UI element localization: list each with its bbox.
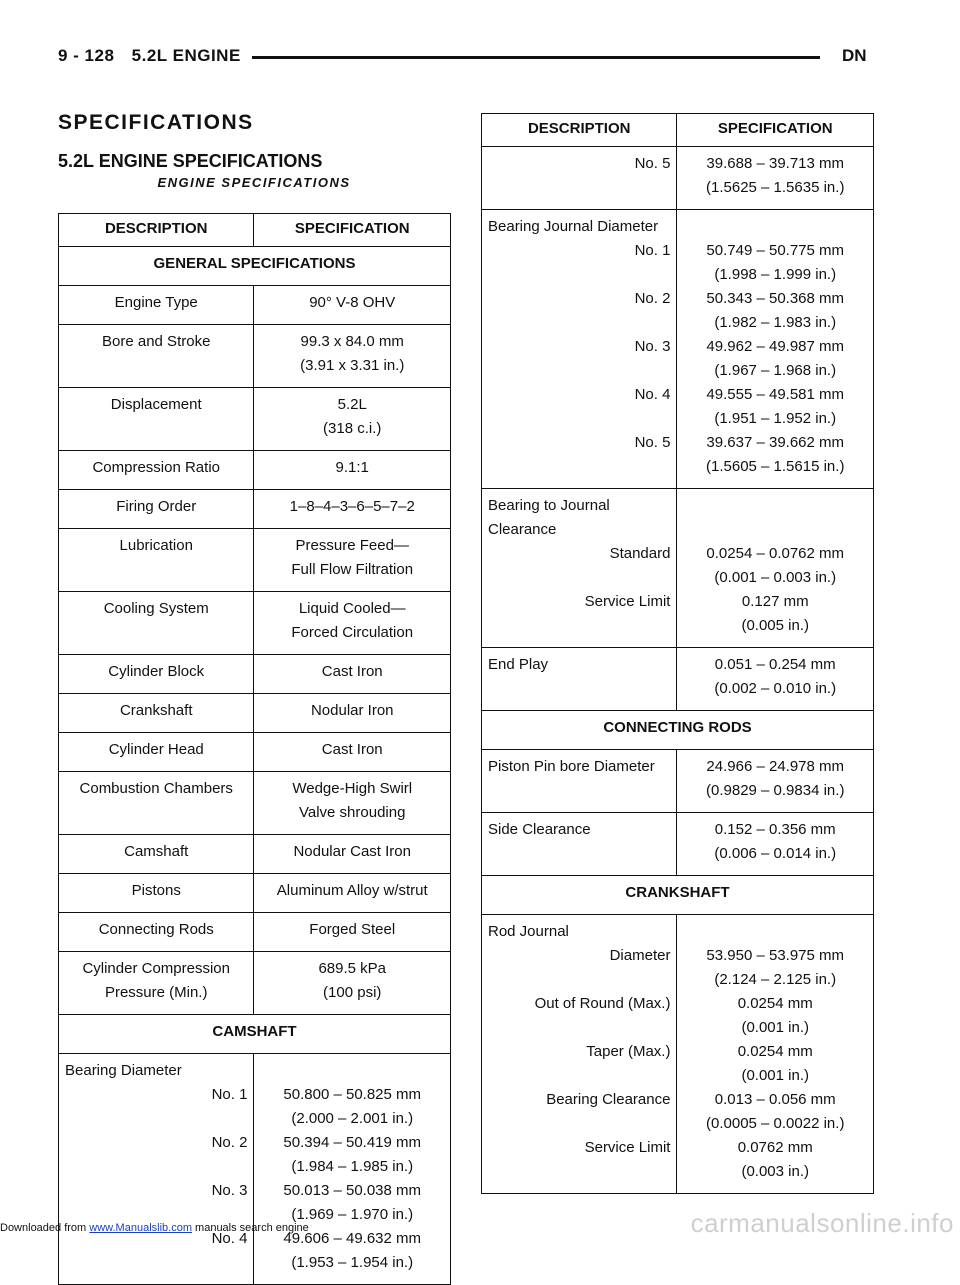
spec-description-line: Firing Order [116,498,197,515]
table-row [59,835,451,874]
item-value-mm: 50.749 – 50.775 mm [706,242,845,259]
spec-value [254,913,451,952]
table-row [482,431,874,489]
spec-description [59,694,254,733]
col-header-description: DESCRIPTION [59,214,254,247]
side-clearance-label: Side Clearance [482,813,677,876]
spec-description [59,733,254,772]
item-value-mm: 0.0762 mm [737,1139,813,1156]
table-row [59,952,451,1015]
table-row [482,1040,874,1088]
spec-description [59,655,254,694]
subsection-title: 5.2L ENGINE SPECIFICATIONS [58,151,323,171]
item-value-mm: 50.800 – 50.825 mm [283,1086,422,1103]
spec-description-line: Cylinder Compression [82,960,230,977]
section-header-row [482,711,874,750]
spec-value-line: Forced Circulation [291,624,414,641]
item-label: No. 3 [59,1179,254,1227]
table-row [59,529,451,592]
spec-description-line: Pistons [131,882,181,899]
item-value-mm: 53.950 – 53.975 mm [706,947,845,964]
table-row [482,992,874,1040]
table-row [59,1083,451,1131]
bearing-diameter-label: Bearing Diameter [59,1054,254,1084]
item-value [677,1088,874,1136]
item-value-in: (1.5625 – 1.5635 in.) [706,179,845,196]
spec-value-line: 689.5 kPa [318,960,386,977]
item-label: No. 3 [482,335,677,383]
spec-value [254,694,451,733]
spec-description-line: Cylinder Block [108,663,205,680]
spec-value-line: (318 c.i.) [323,420,382,437]
item-value-in: (1.951 – 1.952 in.) [714,410,837,427]
item-value [677,239,874,287]
table-row [59,451,451,490]
end-play-mm: 0.051 – 0.254 mm [714,656,836,673]
watermark: carmanualsonline.info [690,1208,954,1238]
table-row [59,388,451,451]
table-row [482,239,874,287]
item-value [254,1227,451,1285]
crankshaft-heading: CRANKSHAFT [482,876,874,915]
clearance-label-line1: Bearing to Journal [488,497,610,514]
item-value-in: (0.001 in.) [741,1067,809,1084]
item-value [677,431,874,489]
table-row [482,489,874,543]
item-label: No. 5 [482,431,677,489]
journal-diameter-rows [482,239,874,489]
item-value-mm: 0.0254 mm [737,995,813,1012]
spec-description [59,772,254,835]
spec-value [254,529,451,592]
item-value-in: (0.0005 – 0.0022 in.) [706,1115,845,1132]
item-value-in: (1.984 – 1.985 in.) [291,1158,414,1175]
spec-value-line: Nodular Cast Iron [293,843,411,860]
spec-description [59,913,254,952]
table-row [59,913,451,952]
page-header [58,46,253,66]
item-label: Diameter [482,944,677,992]
bearing-diameter-rows [59,1083,451,1285]
connecting-rods-heading: CONNECTING RODS [482,711,874,750]
item-label: No. 4 [482,383,677,431]
table-row [59,592,451,655]
col-header-specification: SPECIFICATION [717,120,833,137]
header-section: 5.2L ENGINE [131,46,241,65]
table-row [482,813,874,876]
page-number: 9 - 128 [58,46,115,65]
engine-spec-table-right [481,113,874,1194]
table-row [59,655,451,694]
spec-value-line: Aluminum Alloy w/strut [276,882,428,899]
table-header-row [482,114,874,147]
crankshaft-rows [482,944,874,1194]
item-value-in: (1.982 – 1.983 in.) [714,314,837,331]
table-row [482,648,874,711]
clearance-standard-in: (0.001 – 0.003 in.) [714,569,837,586]
spec-description-line: Displacement [110,396,202,413]
item-value [677,335,874,383]
spec-value-line: Full Flow Filtration [291,561,414,578]
item-value-mm: 0.0254 mm [737,1043,813,1060]
clearance-service-label: Service Limit [482,590,677,648]
spec-value [254,451,451,490]
section-header-row [59,1015,451,1054]
item-value-mm: 50.013 – 50.038 mm [283,1182,422,1199]
clearance-label [482,489,677,543]
item-value [677,383,874,431]
spec-value-line: 90° V-8 OHV [309,294,396,311]
table-row [59,490,451,529]
spec-value-line: Pressure Feed— [295,537,409,554]
spec-description [59,835,254,874]
spec-value-line: 1–8–4–3–6–5–7–2 [289,498,415,515]
spec-description [59,325,254,388]
clearance-standard-label: Standard [482,542,677,590]
spec-description-line: Pressure (Min.) [104,984,208,1001]
item-label: No. 1 [482,239,677,287]
download-footer [0,1222,309,1234]
spec-description [59,451,254,490]
spec-description [59,592,254,655]
spec-description [59,286,254,325]
item-label: Out of Round (Max.) [482,992,677,1040]
spec-value-line: 5.2L [337,396,367,413]
item-value-mm: 50.343 – 50.368 mm [706,290,845,307]
table-row [59,1227,451,1285]
item-value [254,1083,451,1131]
side-clearance-mm: 0.152 – 0.356 mm [714,821,836,838]
item-value [677,1136,874,1194]
item-value [677,992,874,1040]
item-label: Bearing Clearance [482,1088,677,1136]
item-value-mm: 50.394 – 50.419 mm [283,1134,422,1151]
spec-description-line: Compression Ratio [92,459,220,476]
spec-value [254,952,451,1015]
col-header-specification: SPECIFICATION [294,220,410,237]
item-value-in: (0.003 in.) [741,1163,809,1180]
spec-value-line: (3.91 x 3.31 in.) [300,357,405,374]
item-value-mm: 39.637 – 39.662 mm [706,434,845,451]
table-row [59,694,451,733]
spec-value-line: Cast Iron [321,741,383,758]
end-play-label: End Play [482,648,677,711]
bearing-diameter-rows-cont [482,147,874,210]
spec-value [254,388,451,451]
section-header-row [59,247,451,286]
pin-bore-in: (0.9829 – 0.9834 in.) [706,782,845,799]
general-spec-rows [59,286,451,1015]
clearance-standard-mm: 0.0254 – 0.0762 mm [706,545,845,562]
general-heading: GENERAL SPECIFICATIONS [59,247,451,286]
spec-description [59,490,254,529]
item-label: No. 2 [59,1131,254,1179]
item-value [677,1040,874,1088]
table-caption: ENGINE SPECIFICATIONS [157,175,351,190]
header-code: DN [842,46,867,65]
spec-description-line: Combustion Chambers [79,780,233,797]
spec-value [254,835,451,874]
item-value-in: (1.953 – 1.954 in.) [291,1254,414,1271]
item-value-mm: 39.688 – 39.713 mm [706,155,845,172]
item-label: No. 5 [482,147,677,210]
spec-description-line: Lubrication [119,537,193,554]
spec-value-line: Liquid Cooled— [298,600,406,617]
spec-description-line: Cooling System [103,600,209,617]
item-value-in: (2.124 – 2.125 in.) [714,971,837,988]
item-value-mm: 49.555 – 49.581 mm [706,386,845,403]
spec-value [254,286,451,325]
spec-value-line: Cast Iron [321,663,383,680]
spec-description-line: Cylinder Head [108,741,204,758]
item-value-in: (1.969 – 1.970 in.) [291,1206,414,1223]
footer-prefix: Downloaded from [0,1222,90,1234]
table-row [59,1054,451,1084]
camshaft-heading: CAMSHAFT [59,1015,451,1054]
spec-value-line: 9.1:1 [335,459,369,476]
spec-value [254,874,451,913]
manualslib-link[interactable]: www.Manualslib.com [89,1222,192,1234]
item-value-in: (0.001 in.) [741,1019,809,1036]
item-value-mm: 49.606 – 49.632 mm [283,1230,422,1247]
clearance-service-in: (0.005 in.) [741,617,809,634]
footer-suffix: manuals search engine [191,1222,309,1234]
table-row [59,1131,451,1179]
spec-description-line: Bore and Stroke [102,333,211,350]
engine-spec-table-left [58,213,451,1285]
end-play-in: (0.002 – 0.010 in.) [714,680,837,697]
table-row [59,325,451,388]
spec-value-line: Nodular Iron [310,702,394,719]
spec-description-line: Crankshaft [119,702,193,719]
item-value-mm: 49.962 – 49.987 mm [706,338,845,355]
table-row [59,772,451,835]
spec-value-line: 99.3 x 84.0 mm [300,333,404,350]
table-row [482,383,874,431]
clearance-service-mm: 0.127 mm [741,593,809,610]
item-value [677,944,874,992]
table-row [482,944,874,992]
clearance-label-line2: Clearance [488,521,557,538]
spec-description-line: Engine Type [114,294,198,311]
spec-description [59,952,254,1015]
item-value [677,147,874,210]
section-header-row [482,876,874,915]
spec-value [254,592,451,655]
table-row [59,733,451,772]
spec-value [254,772,451,835]
table-row [482,542,874,590]
table-row [59,286,451,325]
rod-journal-label: Rod Journal [482,915,677,945]
table-row [482,750,874,813]
item-label: No. 1 [59,1083,254,1131]
item-value [677,287,874,335]
table-row [59,874,451,913]
journal-diameter-label: Bearing Journal Diameter [482,210,677,240]
spec-description [59,388,254,451]
item-label: Taper (Max.) [482,1040,677,1088]
spec-description-line: Camshaft [124,843,189,860]
table-row [482,335,874,383]
item-label: No. 2 [482,287,677,335]
spec-value-line: Wedge-High Swirl [292,780,413,797]
pin-bore-label: Piston Pin bore Diameter [482,750,677,813]
spec-value [254,733,451,772]
item-value-mm: 0.013 – 0.056 mm [714,1091,836,1108]
table-row [482,147,874,210]
item-value-in: (2.000 – 2.001 in.) [291,1110,414,1127]
item-value [254,1179,451,1227]
item-value [254,1131,451,1179]
table-row [482,210,874,240]
section-title: SPECIFICATIONS [58,111,254,134]
spec-description [59,529,254,592]
spec-value [254,655,451,694]
table-row [482,590,874,648]
spec-description [59,874,254,913]
table-header-row [59,214,451,247]
spec-value [254,490,451,529]
item-value-in: (1.5605 – 1.5615 in.) [706,458,845,475]
item-label: Service Limit [482,1136,677,1194]
table-row [482,915,874,945]
pin-bore-mm: 24.966 – 24.978 mm [706,758,845,775]
item-label: No. 4 [59,1227,254,1285]
table-row [59,1179,451,1227]
table-row [482,1136,874,1194]
spec-value-line: Forged Steel [309,921,396,938]
item-value-in: (1.998 – 1.999 in.) [714,266,837,283]
col-header-description: DESCRIPTION [482,114,677,147]
spec-value-line: Valve shrouding [298,804,406,821]
item-value-in: (1.967 – 1.968 in.) [714,362,837,379]
spec-value-line: (100 psi) [323,984,382,1001]
header-rule [252,56,820,59]
table-row [482,1088,874,1136]
table-row [482,287,874,335]
spec-value [254,325,451,388]
spec-description-line: Connecting Rods [98,921,214,938]
side-clearance-in: (0.006 – 0.014 in.) [714,845,837,862]
